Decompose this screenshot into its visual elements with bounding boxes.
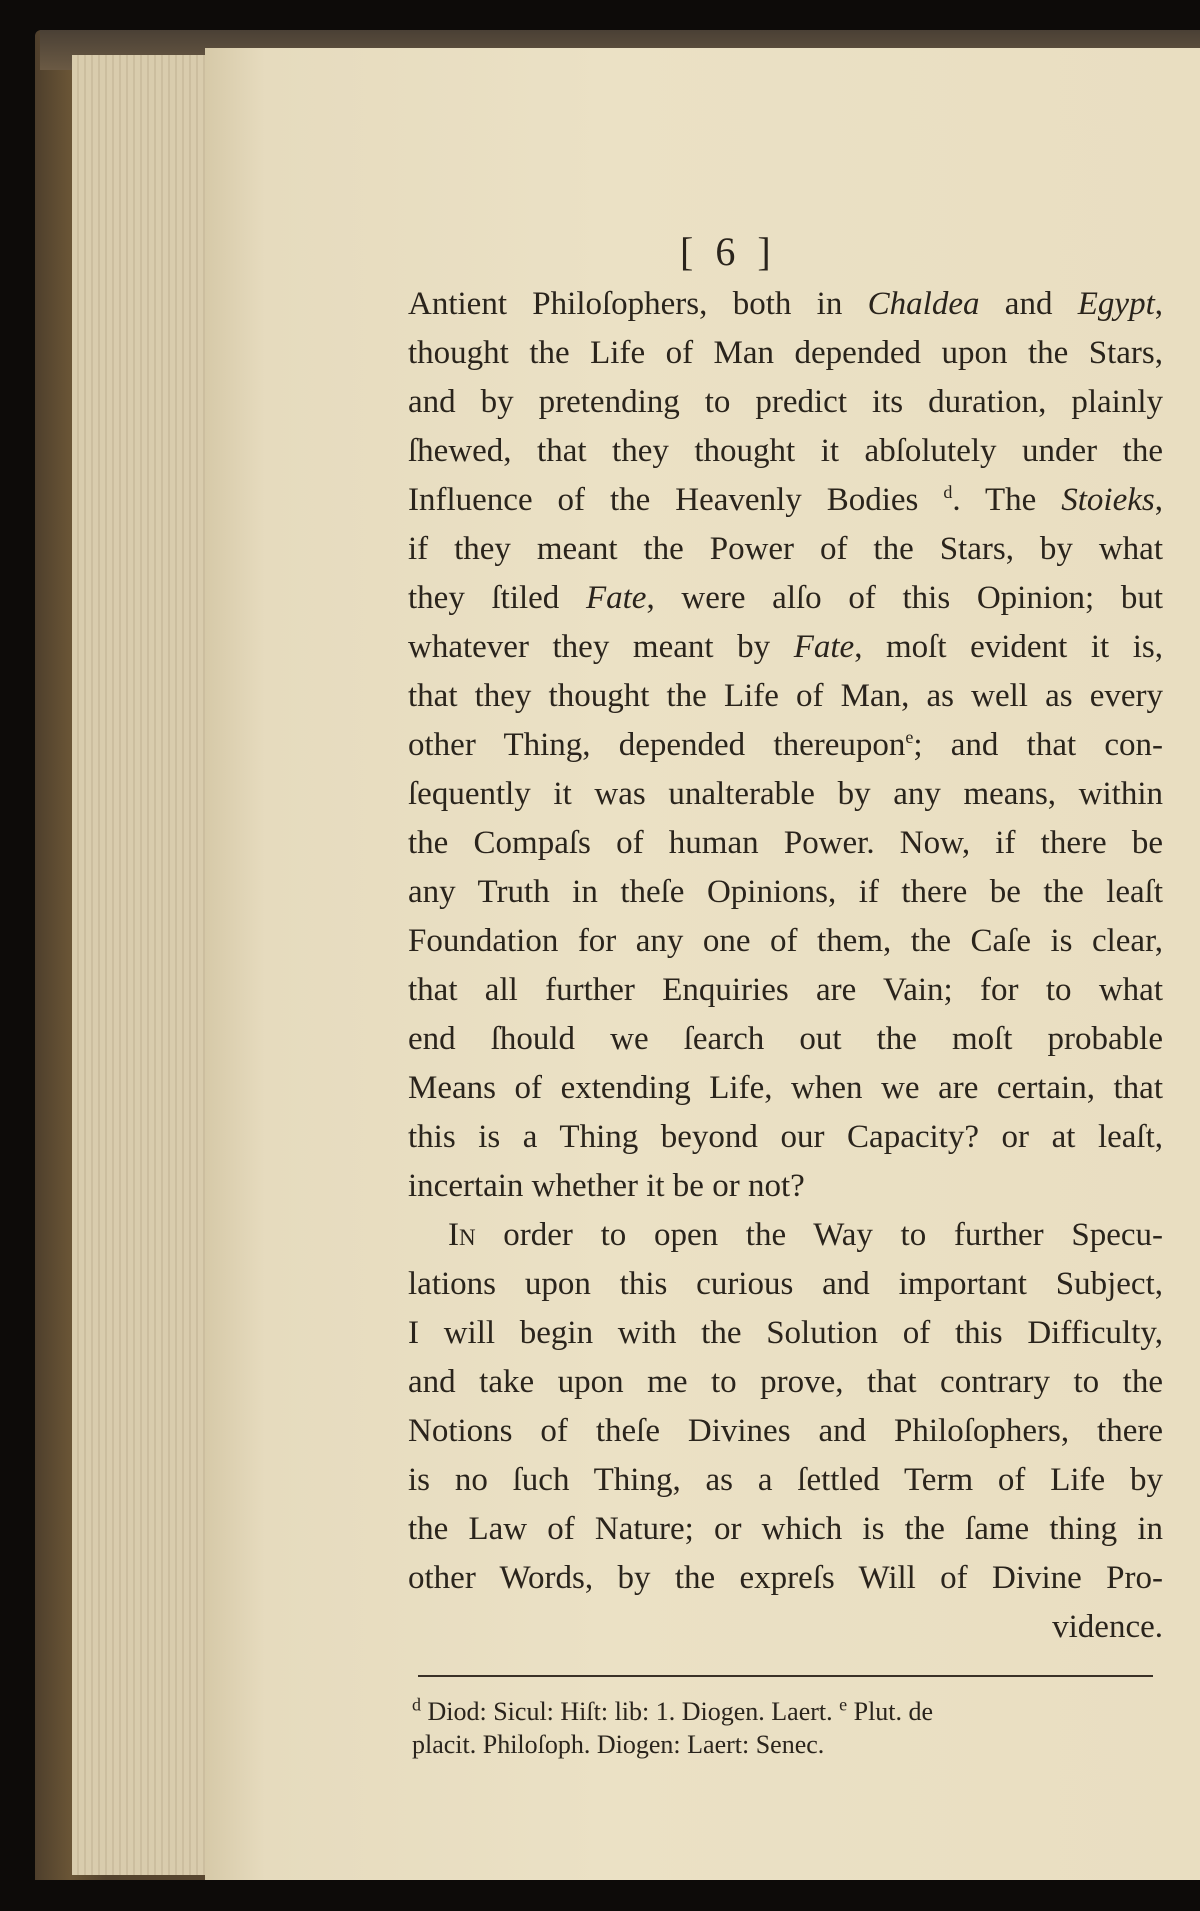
text-run: ſequently it was unalterable by any means, within bbox=[408, 776, 1163, 812]
text-line bbox=[408, 1456, 1163, 1505]
text-line bbox=[408, 427, 1163, 476]
text-line bbox=[408, 819, 1163, 868]
bottom-shadow bbox=[35, 1880, 1200, 1911]
text-line bbox=[408, 623, 1163, 672]
text-line bbox=[408, 1211, 1163, 1260]
footnote-marker: d bbox=[943, 482, 953, 502]
text-run: is no ſuch Thing, as a ſettled Term of Life by bbox=[408, 1462, 1163, 1498]
italic-text: Chaldea bbox=[867, 286, 980, 322]
italic-text: Fate bbox=[793, 629, 855, 665]
italic-text: Fate bbox=[585, 580, 647, 616]
text-run: , bbox=[1154, 286, 1163, 322]
text-run: Diod: Sicul: Hiſt: lib: 1. Diogen. Laert. bbox=[421, 1697, 840, 1726]
text-run: incertain whether it be or not? bbox=[408, 1168, 805, 1204]
text-line bbox=[408, 476, 1163, 525]
text-run: order to open the Way to further Specu- bbox=[475, 1217, 1163, 1253]
text-line bbox=[408, 1505, 1163, 1554]
text-run: they ſtiled bbox=[408, 580, 586, 616]
text-line bbox=[408, 329, 1163, 378]
text-run: the Compaſs of human Power. Now, if there be bbox=[408, 825, 1163, 861]
text-run: ſhewed, that they thought it abſolutely under the bbox=[408, 433, 1163, 469]
page-edges bbox=[72, 55, 222, 1875]
text-line bbox=[408, 1113, 1163, 1162]
footnote-marker: e bbox=[905, 727, 914, 747]
text-line bbox=[408, 1407, 1163, 1456]
text-line bbox=[408, 1309, 1163, 1358]
italic-text: Stoieks bbox=[1061, 482, 1155, 518]
text-run: vidence. bbox=[1052, 1609, 1163, 1645]
text-run: lations upon this curious and important Subject, bbox=[408, 1266, 1163, 1302]
text-run: placit. Philoſoph. Diogen: Laert: Senec. bbox=[412, 1730, 825, 1759]
text-run: ; and that con- bbox=[913, 727, 1163, 763]
footnote-line bbox=[412, 1728, 1167, 1761]
text-line bbox=[408, 1015, 1163, 1064]
text-line bbox=[408, 280, 1163, 329]
text-run: if they meant the Power of the Stars, by what bbox=[408, 531, 1163, 567]
text-run: I will begin with the Solution of this Difficulty, bbox=[408, 1315, 1163, 1351]
italic-text: Egypt bbox=[1077, 286, 1155, 322]
text-run: and take upon me to prove, that contrary to the bbox=[408, 1364, 1163, 1400]
text-run: . The bbox=[952, 482, 1062, 518]
text-run: the Law of Nature; or which is the ſame thing in bbox=[408, 1511, 1163, 1547]
footnote-marker: d bbox=[412, 1694, 421, 1715]
text-line bbox=[408, 1554, 1163, 1603]
text-run: other Words, by the expreſs Will of Divine Pro- bbox=[408, 1560, 1163, 1596]
text-line bbox=[408, 966, 1163, 1015]
text-run: other Thing, depended thereupon bbox=[408, 727, 906, 763]
text-run: any Truth in theſe Opinions, if there be the leaſt bbox=[408, 874, 1163, 910]
text-run: thought the Life of Man depended upon the Stars, bbox=[408, 335, 1163, 371]
page-number: [ 6 ] bbox=[680, 229, 777, 274]
text-run: whatever they meant by bbox=[408, 629, 794, 665]
text-run: , bbox=[1154, 482, 1163, 518]
text-line bbox=[408, 1162, 1163, 1211]
text-line bbox=[408, 1358, 1163, 1407]
text-run: Antient Philoſophers, both in bbox=[408, 286, 868, 322]
footnotes bbox=[412, 1695, 1167, 1761]
text-run: , were alſo of this Opinion; but bbox=[646, 580, 1163, 616]
footnote-rule bbox=[418, 1675, 1153, 1677]
body-text bbox=[408, 280, 1163, 1652]
text-line bbox=[408, 672, 1163, 721]
text-run: end ſhould we ſearch out the moſt probable bbox=[408, 1021, 1163, 1057]
small-caps-text: In bbox=[448, 1217, 476, 1253]
text-run: Influence of the Heavenly Bodies bbox=[408, 482, 944, 518]
text-line bbox=[408, 574, 1163, 623]
text-run: this is a Thing beyond our Capacity? or at leaſt, bbox=[408, 1119, 1163, 1155]
footnote-marker: e bbox=[839, 1694, 848, 1715]
text-run: and bbox=[979, 286, 1078, 322]
text-run: , moſt evident it is, bbox=[854, 629, 1163, 665]
text-run: that all further Enquiries are Vain; for to what bbox=[408, 972, 1163, 1008]
text-line bbox=[408, 868, 1163, 917]
text-line bbox=[408, 1064, 1163, 1113]
text-line bbox=[408, 721, 1163, 770]
text-run: that they thought the Life of Man, as well as every bbox=[408, 678, 1163, 714]
text-run: and by pretending to predict its duration, plainly bbox=[408, 384, 1163, 420]
text-line bbox=[408, 1260, 1163, 1309]
text-line bbox=[408, 770, 1163, 819]
text-run: Plut. de bbox=[847, 1697, 934, 1726]
text-run: Foundation for any one of them, the Caſe is clear, bbox=[408, 923, 1163, 959]
text-line bbox=[408, 1603, 1163, 1652]
text-line bbox=[408, 917, 1163, 966]
footnote-line bbox=[412, 1695, 1167, 1728]
text-run: Means of extending Life, when we are certain, that bbox=[408, 1070, 1163, 1106]
text-run: Notions of theſe Divines and Philoſophers, there bbox=[408, 1413, 1163, 1449]
text-line bbox=[408, 525, 1163, 574]
text-line bbox=[408, 378, 1163, 427]
